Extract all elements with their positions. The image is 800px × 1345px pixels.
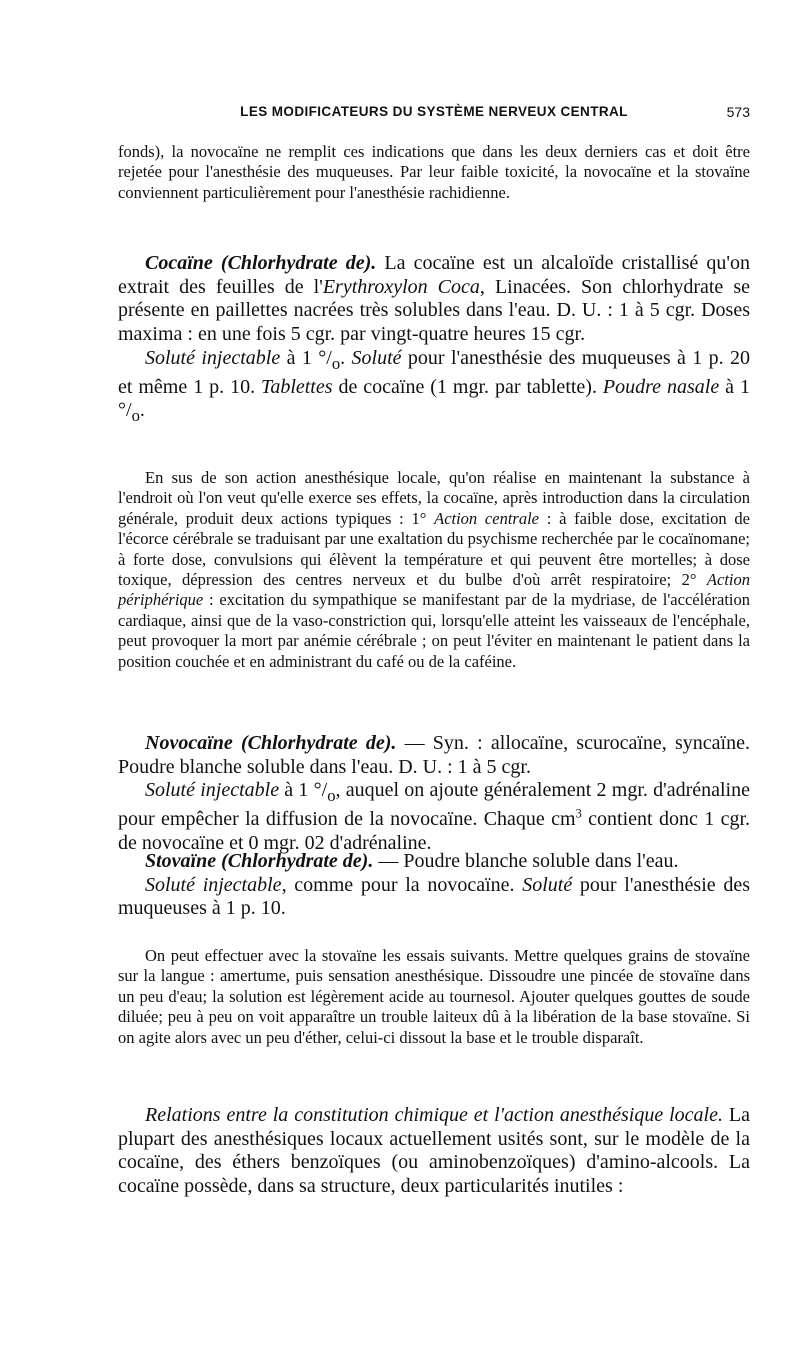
paragraph-text: En sus de son action anesthésique locale, qu'on réalise en maintenant la substance à l'endroit où l'on veut qu'elle exerce ses effets, la cocaïne, après introduction dans la circulation générale, produit deux actions typiques : 1° Action centrale : à faible dose, excitation de l'écorce cérébrale se traduisant par une exaltation du psychisme recherchée par le cocaïnomane; à forte dose, convulsions qui élèvent la température et qui peuvent être mortelles; à dose toxique, dépression des centres nerveux et du bulbe d'où arrêt respiratoire; 2° Action périphérique : excitation du sympathique se manifestant par de la mydriase, de l'accélération cardiaque, ainsi que de la vaso-constriction qui, lorsqu'elle atteint les vaisseaux de l'encéphale, peut provoquer la mort par anémie cérébrale ; on peut l'éviter en maintenant le patient dans la position couchée et en administrant du café ou de la caféine.	[118, 468, 750, 671]
paragraph-text: fonds), la novocaïne ne remplit ces indications que dans les deux derniers cas et doit être rejetée pour l'anesthésie des muqueuses. Par leur faible toxicité, la novocaïne et la stovaïne conviennent particulièrement pour l'anesthésie rachidienne.	[118, 142, 750, 202]
stovaine-description: Stovaïne (Chlorhydrate de). — Poudre blanche soluble dans l'eau.	[145, 850, 679, 872]
paragraph-cocaine-actions	[118, 468, 750, 672]
paragraph-structure-activity	[118, 1104, 750, 1199]
cocaine-preparations: Soluté injectable à 1 $^\circ/_o$. Soluté pour l'anesthésie des muqueuses à 1 p. 20 et même 1 p. 10. Tablettes de cocaïne (1 mgr. par tablette). Poudre nasale à 1 $^\circ/_o$.	[118, 346, 751, 426]
entry-novocaine	[118, 732, 750, 856]
page-number: 573	[726, 104, 750, 120]
paragraph-anesthesie-rachidienne	[118, 142, 750, 203]
section-heading: Relations entre la constitution chimique et l'action anesthésique locale.	[145, 1104, 723, 1126]
stovaine-title: Stovaïne (Chlorhydrate de).	[145, 850, 374, 872]
cocaine-description: Cocaïne (Chlorhydrate de). La cocaïne est un alcaloïde cristallisé qu'on extrait des feuilles de l'Erythroxylon Coca, Linacées. Son chlorhydrate se présente en paillettes nacrées très solubles dans l'eau. D. U. : 1 à 5 cgr. Doses maxima : en une fois 5 cgr. par vingt-quatre heures 15 cgr.	[118, 252, 750, 346]
cocaine-title: Cocaïne (Chlorhydrate de).	[145, 252, 377, 274]
plant-name: Erythroxylon Coca	[322, 275, 480, 298]
novocaine-description: Novocaïne (Chlorhydrate de). — Syn. : allocaïne, scurocaïne, syncaïne. Poudre blanche soluble dans l'eau. D. U. : 1 à 5 cgr.	[118, 732, 750, 778]
stovaine-preparations: Soluté injectable, comme pour la novocaïne. Soluté pour l'anesthésie des muqueuses à 1 p. 10.	[118, 873, 750, 920]
paragraph-text: Relations entre la constitution chimique et l'action anesthésique locale. La plupart des anesthésiques locaux actuellement usités sont, sur le modèle de la cocaïne, des éthers benzoïques (ou aminobenzoïques) d'amino-alcools. La cocaïne possède, dans sa structure, deux particularités inutiles :	[118, 1104, 750, 1198]
paragraph-text: On peut effectuer avec la stovaïne les essais suivants. Mettre quelques grains de stovaïne sur la langue : amertume, puis sensation anesthésique. Dissoudre une pincée de stovaïne dans un peu d'eau; la solution est légèrement acide au tournesol. Ajouter quelques gouttes de soude diluée; peu à peu on voit apparaître un trouble laiteux dû à la libération de la base stovaïne. Si on agite alors avec un peu d'éther, celui-ci dissout la base et le trouble disparaît.	[118, 946, 750, 1047]
page-header	[118, 104, 750, 126]
paragraph-stovaine-tests	[118, 946, 750, 1048]
novocaine-title: Novocaïne (Chlorhydrate de).	[145, 732, 397, 754]
entry-cocaine	[118, 252, 750, 428]
novocaine-preparation: Soluté injectable à 1 $^\circ/_o$, auquel on ajoute généralement 2 mgr. d'adrénaline pour empêcher la diffusion de la novocaïne. Chaque $cm^3$ contient donc 1 cgr. de novocaïne et 0 mgr. 02 d'adrénaline.	[118, 779, 750, 854]
running-title: LES MODIFICATEURS DU SYSTÈME NERVEUX CENTRAL	[240, 104, 628, 119]
entry-stovaine	[118, 850, 750, 921]
